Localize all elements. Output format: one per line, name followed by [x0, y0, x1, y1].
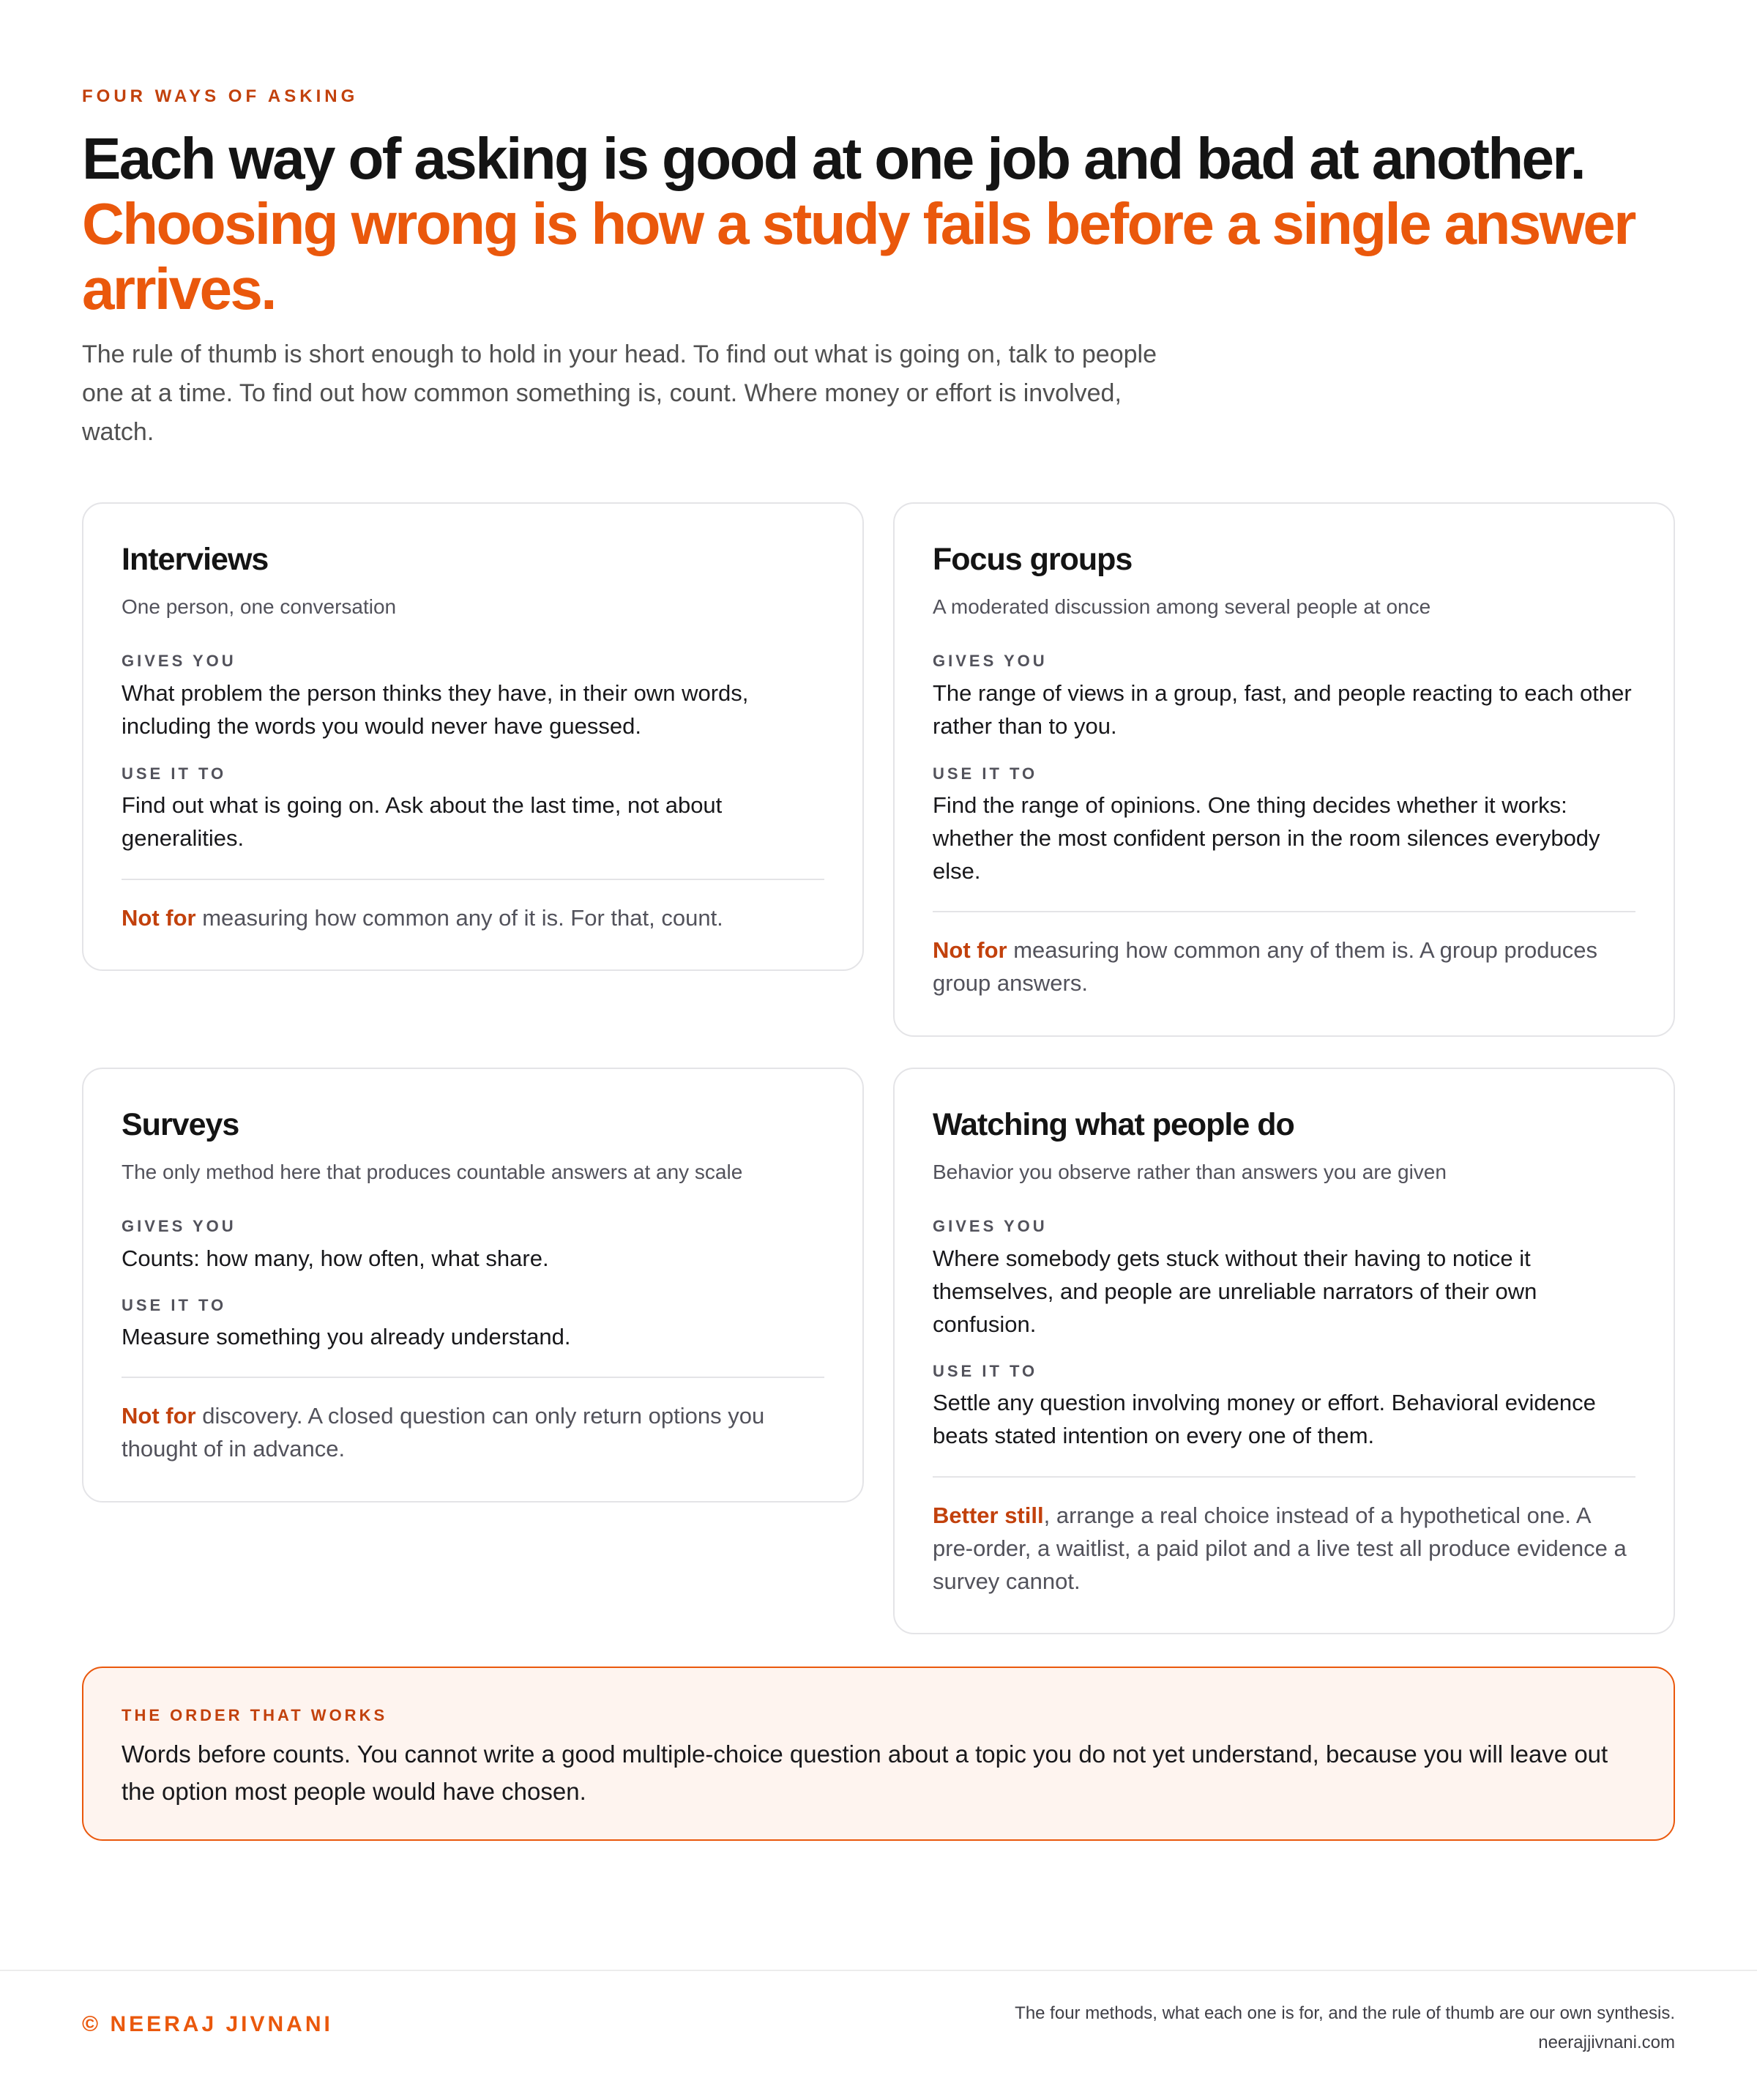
- gives-you-label: GIVES YOU: [933, 652, 1048, 670]
- card-title: Interviews: [122, 542, 269, 577]
- headline-accent: Choosing wrong is how a study fails before a single answer arrives.: [82, 191, 1635, 321]
- order-text: Words before counts. You cannot write a good multiple-choice question about a topic you do not yet understand, because you will leave out the option most people would have chosen.: [122, 1740, 1608, 1805]
- note-text: , arrange a real choice instead of a hypothetical one. A pre-order, a waitlist, a paid pilot and a live test all produce evidence a survey cannot.: [933, 1503, 1627, 1594]
- gives-you-text: The range of views in a group, fast, and people reacting to each other rather than to you.: [933, 680, 1632, 739]
- footer-divider: [0, 1970, 1757, 1971]
- order-label: THE ORDER THAT WORKS: [122, 1706, 388, 1724]
- footer-note: The four methods, what each one is for, and the rule of thumb are our own synthesis.: [1015, 2003, 1675, 2023]
- use-it-to-label: USE IT TO: [122, 1296, 227, 1314]
- use-it-to-text: Find the range of opinions. One thing decides whether it works: whether the most confident person in the room silences everybody else.: [933, 792, 1600, 884]
- card-subtitle: A moderated discussion among several people at once: [933, 595, 1431, 618]
- headline-dark: Each way of asking is good at one job and bad at another.: [82, 126, 1585, 191]
- card-watching: [893, 1068, 1675, 1634]
- card-interviews: [82, 502, 864, 971]
- note-text: measuring how common any of it is. For that, count.: [195, 905, 723, 931]
- card-divider: [933, 911, 1635, 912]
- note-lead: Better still: [933, 1503, 1044, 1528]
- use-it-to-label: USE IT TO: [933, 1362, 1038, 1380]
- card-title: Focus groups: [933, 542, 1133, 577]
- gives-you-text: Counts: how many, how often, what share.: [122, 1246, 549, 1271]
- note-text: measuring how common any of them is. A group produces group answers.: [933, 937, 1598, 996]
- card-focus-groups: [893, 502, 1675, 1037]
- use-it-to-text: Measure something you already understand.: [122, 1324, 571, 1349]
- card-note: [933, 934, 1635, 999]
- gives-you-label: GIVES YOU: [933, 1217, 1048, 1235]
- use-it-to-label: USE IT TO: [933, 764, 1038, 783]
- gives-you-label: GIVES YOU: [122, 1217, 236, 1235]
- card-note: [122, 1399, 824, 1465]
- card-divider: [122, 879, 824, 880]
- order-callout: [82, 1667, 1675, 1841]
- card-note: [933, 1499, 1635, 1598]
- eyebrow: FOUR WAYS OF ASKING: [82, 86, 359, 106]
- footer-note-block: [1015, 1999, 1675, 2058]
- gives-you-text: Where somebody gets stuck without their having to notice it themselves, and people are unreliable narrators of their own confusion.: [933, 1246, 1537, 1337]
- card-subtitle: One person, one conversation: [122, 595, 397, 618]
- note-lead: Not for: [122, 905, 196, 931]
- lede: The rule of thumb is short enough to hold in your head. To find out what is going on, talk to people one at a time. To find out how common something is, count. Where money or effort is involved, watch.: [82, 340, 1157, 446]
- card-subtitle: The only method here that produces countable answers at any scale: [122, 1161, 743, 1183]
- card-note: [122, 901, 824, 934]
- headline: [82, 126, 1675, 321]
- use-it-to-text: Settle any question involving money or effort. Behavioral evidence beats stated intention on every one of them.: [933, 1390, 1596, 1448]
- note-lead: Not for: [122, 1403, 196, 1429]
- footer-site-link[interactable]: neerajjivnani.com: [1538, 2033, 1675, 2052]
- card-surveys: [82, 1068, 864, 1503]
- note-text: discovery. A closed question can only return options you thought of in advance.: [122, 1403, 765, 1462]
- card-subtitle: Behavior you observe rather than answers you are given: [933, 1161, 1447, 1183]
- copyright: © NEERAJ JIVNANI: [82, 2012, 333, 2036]
- note-lead: Not for: [933, 937, 1007, 963]
- card-title: Watching what people do: [933, 1107, 1294, 1142]
- gives-you-label: GIVES YOU: [122, 652, 236, 670]
- gives-you-text: What problem the person thinks they have, in their own words, including the words you would never have guessed.: [122, 680, 749, 739]
- card-divider: [933, 1476, 1635, 1478]
- card-title: Surveys: [122, 1107, 239, 1142]
- use-it-to-label: USE IT TO: [122, 764, 227, 783]
- card-divider: [122, 1377, 824, 1378]
- use-it-to-text: Find out what is going on. Ask about the last time, not about generalities.: [122, 792, 723, 851]
